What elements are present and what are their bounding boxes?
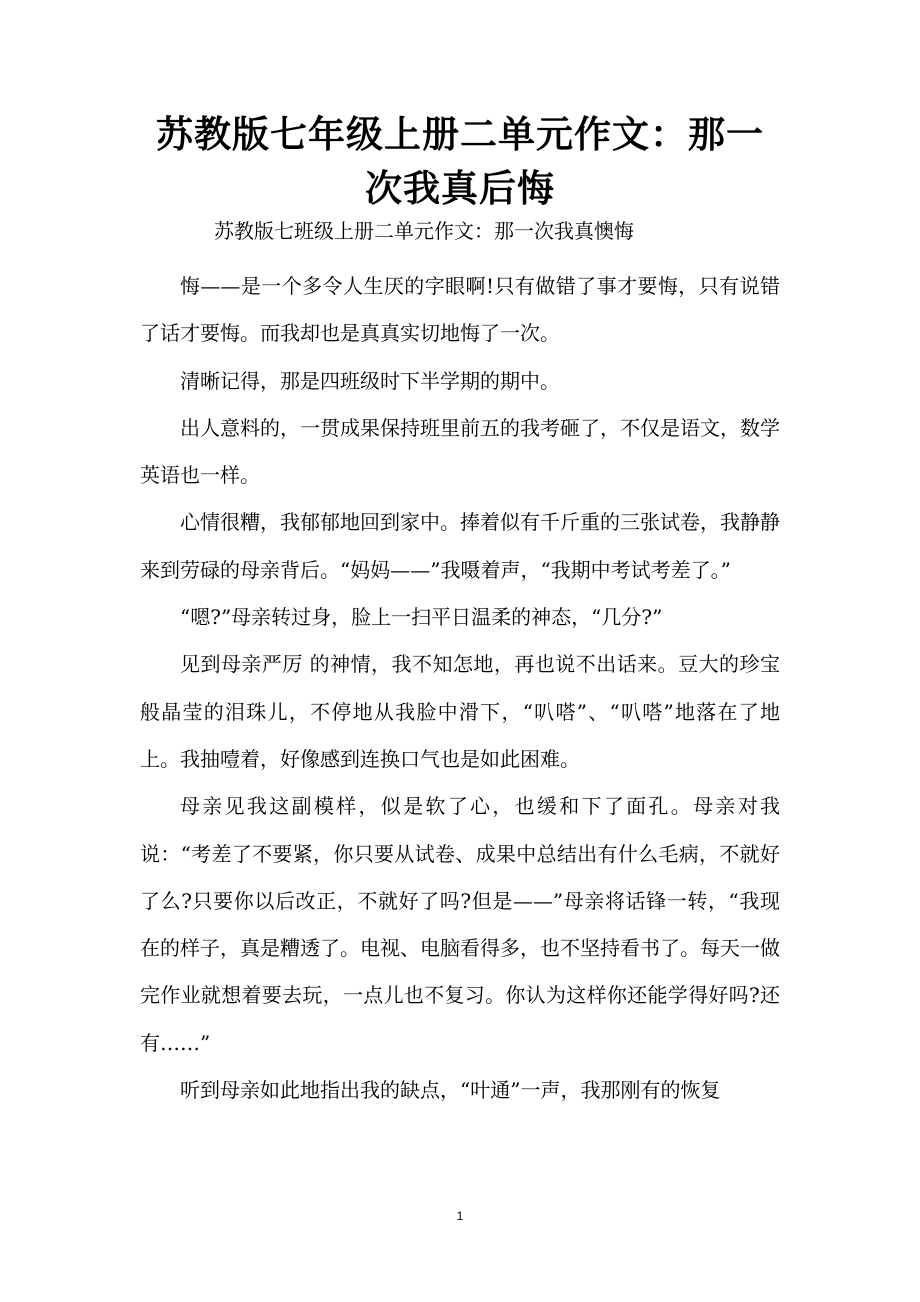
paragraph: 出人意料的，一贯成果保持班里前五的我考砸了，不仅是语文，数学英语也一样。 [140,415,780,488]
paragraph: 心情很糟，我郁郁地回到家中。捧着似有千斤重的三张试卷，我静静来到劳碌的母亲背后。“妈妈——”我嗫着声，“我期中考试考差了。” [140,510,780,582]
page-number: 1 [456,1209,464,1223]
paragraph: 母亲见我这副模样，似是软了心，也缓和下了面孔。母亲对我说：“考差了不要紧，你只要从试卷、成果中总结出有什么毛病，不就好了么?只要你以后改正，不就好了吗?但是——”母亲将话锋一转，“我现在的样子，真是糟透了。电视、电脑看得多，也不坚持看书了。每天一做完作业就想着要去玩，一点儿也不复习。你认为这样你还能学得好吗?还有……” [140,794,780,1055]
document-body [140,263,780,1114]
paragraph: 听到母亲如此地指出我的缺点，“叶通”一声，我那刚有的恢复 [180,1078,721,1103]
document-subtitle: 苏教版七班级上册二单元作文：那一次我真懊悔 [214,219,634,243]
paragraph: 见到母亲严厉 的神情，我不知怎地，再也说不出话来。豆大的珍宝般晶莹的泪珠儿，不停地从我脸中滑下，“叭嗒”、“叭嗒”地落在了地上。我抽噎着，好像感到连换口气也是如此困难。 [140,652,780,771]
paragraph: “嗯?”母亲转过身，脸上一扫平日温柔的神态，“几分?” [180,605,663,630]
paragraph: 清晰记得，那是四班级时下半学期的期中。 [180,368,560,393]
document-title: 苏教版七年级上册二单元作文：那一次我真后悔 [156,113,764,210]
paragraph: 悔——是一个多令人生厌的字眼啊!只有做错了事才要悔，只有说错了话才要悔。而我却也是真真实切地悔了一次。 [140,274,780,346]
